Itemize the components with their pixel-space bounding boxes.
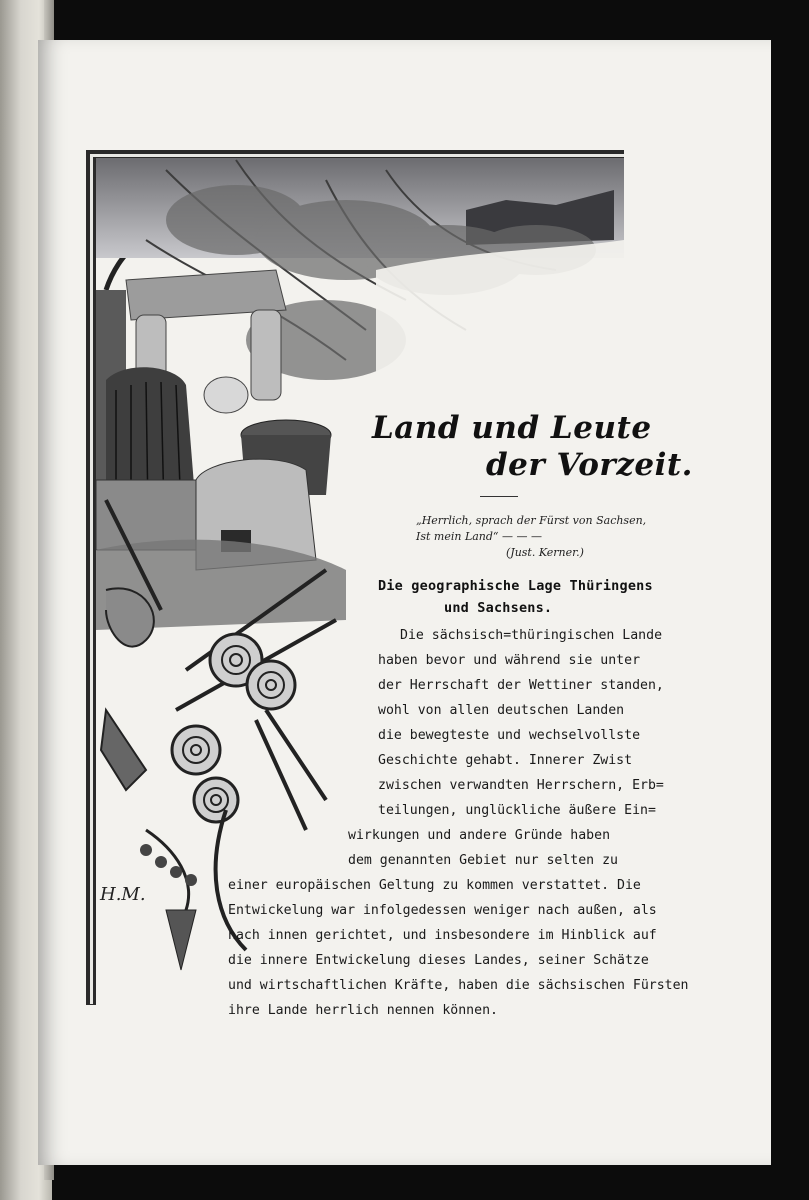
text-line: haben bevor und während sie unter bbox=[378, 653, 641, 668]
chapter-title-line2: der Vorzeit. bbox=[486, 447, 693, 483]
text-line: dem genannten Gebiet nur selten zu bbox=[348, 853, 618, 868]
text-line: zwischen verwandten Herrschern, Erb= bbox=[378, 778, 664, 793]
text-line: der Herrschaft der Wettiner standen, bbox=[378, 678, 664, 693]
text-line: teilungen, unglückliche äußere Ein= bbox=[378, 803, 656, 818]
text-line: die bewegteste und wechselvollste bbox=[378, 728, 641, 743]
section-heading-line1: Die geographische Lage Thüringens bbox=[378, 578, 653, 594]
text-line: Geschichte gehabt. Innerer Zwist bbox=[378, 753, 633, 768]
epigraph-line2: Ist mein Land“ — — — bbox=[416, 530, 543, 543]
text-line: ihre Lande herrlich nennen können. bbox=[228, 1003, 498, 1018]
chapter-title-line1: Land und Leute bbox=[372, 410, 652, 446]
text-line: Entwickelung war infolgedessen weniger nach außen, als bbox=[228, 903, 657, 918]
text-line: nach innen gerichtet, und insbesondere im Hinblick auf bbox=[228, 928, 657, 943]
text-line: und wirtschaftlichen Kräfte, haben die sächsischen Fürsten bbox=[228, 978, 689, 993]
text-line: wirkungen und andere Gründe haben bbox=[348, 828, 611, 843]
text-line: einer europäischen Geltung zu kommen verstattet. Die bbox=[228, 878, 641, 893]
title-divider bbox=[480, 496, 518, 497]
illustration-signature: H.M. bbox=[100, 884, 146, 905]
text-line: wohl von allen deutschen Landen bbox=[378, 703, 625, 718]
text-line: die innere Entwickelung dieses Landes, seiner Schätze bbox=[228, 953, 649, 968]
section-heading-line2: und Sachsens. bbox=[444, 600, 553, 616]
epigraph-line1: „Herrlich, sprach der Fürst von Sachsen, bbox=[416, 514, 647, 527]
text-line: Die sächsisch=thüringischen Lande bbox=[400, 628, 663, 643]
epigraph-attribution: (Just. Kerner.) bbox=[506, 546, 584, 559]
